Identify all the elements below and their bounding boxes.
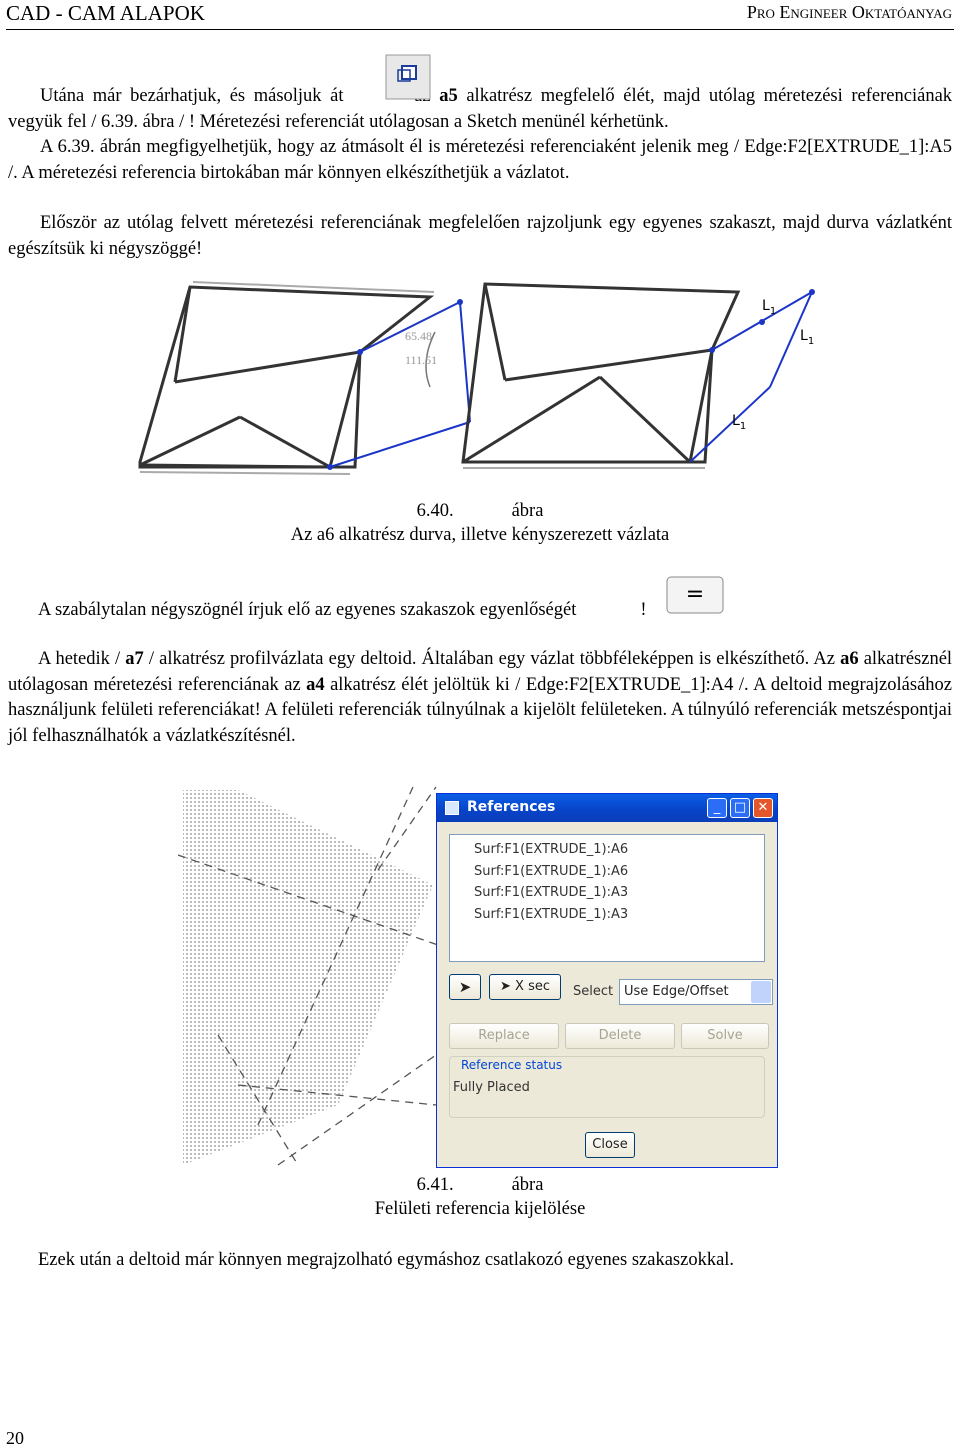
sketch-drawings [130, 272, 835, 482]
dim-111-51: 111.51 [405, 353, 438, 367]
figure-6-40-caption: Az a6 alkatrész durva, illetve kényszerezett vázlata [290, 525, 670, 545]
paragraph-2: A szabálytalan négyszögnél írjuk elő az egyenes szakaszok egyenlőségét ! [38, 600, 647, 620]
reference-item[interactable]: Surf:F1(EXTRUDE_1):A3 [474, 885, 629, 900]
dim-65-48: 65.48 [405, 329, 432, 343]
dialog-titlebar[interactable] [437, 794, 777, 822]
reference-status-value: Fully Placed [453, 1080, 530, 1095]
paragraph-1 [8, 84, 952, 135]
references-dialog [436, 793, 778, 1168]
para1-text-c: alkatrész megfelelő élét, majd utólag méretezési referenciának vegyük fel / 6.39. ábra / ! Méretezési referenciát utólagosan a Sketch menünél kérhetünk. [8, 86, 953, 132]
label-l1-top: $L_1$ [762, 298, 777, 317]
dialog-title: References [467, 799, 556, 815]
select-value: Use Edge/Offset [624, 984, 729, 999]
copy-icon [385, 54, 431, 100]
xsec-button[interactable] [489, 974, 561, 1000]
page-number: 20 [6, 1428, 24, 1448]
page-header [0, 0, 960, 30]
para2-text: A szabálytalan négyszögnél írjuk elő az egyenes szakaszok egyenlőségét [38, 600, 577, 620]
header-left-title: CAD - CAM ALAPOK [6, 1, 205, 25]
label-l1-bottom: $L_1$ [732, 413, 747, 432]
reference-item[interactable]: Surf:F1(EXTRUDE_1):A6 [474, 863, 629, 879]
reference-item[interactable]: Surf:F1(EXTRUDE_1):A6 [474, 842, 629, 857]
dialog-window-icon [445, 801, 459, 815]
paragraph-1b [8, 135, 952, 186]
reference-item[interactable]: Surf:F1(EXTRUDE_1):A3 [474, 906, 629, 922]
reference-list[interactable] [449, 834, 765, 962]
maximize-icon[interactable]: □ [730, 798, 750, 818]
figure-6-40 [130, 272, 835, 482]
label-l1-right: $L_1$ [800, 328, 815, 347]
reference-status-title: Reference status [461, 1058, 563, 1072]
figure-6-40-number: 6.40. ábra [416, 501, 544, 521]
solve-button[interactable]: Solve [681, 1023, 769, 1049]
pick-arrow-button[interactable] [449, 974, 481, 1000]
cursor-arrow-icon: ➤ [499, 979, 511, 994]
header-rule [6, 29, 954, 30]
select-label: Select [573, 984, 614, 999]
paragraph-3: A hetedik / a7 / alkatrész profilvázlata egy deltoid. Általában egy vázlat többféleképpen is elkészíthető. Az a6 alkatrésznél utólagosan méretezési referenciának az a4 alkatrész élét jelöltük ki / Edge:F2[EXTRUDE_1]:A4 /. A deltoid megrajzolásához használjunk felületi referenciákat! A felületi referenciák túlnyúlnak a kijelölt felületeken. A túlnyúló referenciák metszéspontjai jól felhasználhatók a vázlatkészítésnél. [8, 649, 953, 746]
xsec-label: X sec [515, 979, 550, 994]
figure-6-41-caption: Felületi referencia kijelölése [374, 1199, 586, 1219]
close-button[interactable]: Close [585, 1132, 635, 1158]
paragraph-1c [8, 211, 952, 262]
replace-button[interactable]: Replace [449, 1023, 559, 1049]
figure-6-41-number: 6.41. ábra [416, 1175, 544, 1195]
minimize-icon[interactable]: _ [707, 798, 727, 818]
select-dropdown[interactable] [619, 979, 773, 1005]
svg-text:=: = [685, 582, 705, 607]
para1-text-a: Utána már bezárhatjuk, és másoljuk át [40, 86, 344, 106]
close-x-icon[interactable]: ✕ [753, 798, 773, 818]
para1-bold-a5: a5 [439, 86, 458, 106]
paragraph-4: Ezek után a deltoid már könnyen megrajzolható egymáshoz csatlakozó egyenes szakaszokkal. [38, 1250, 735, 1270]
header-right-title: Pro Engineer Oktatóanyag [746, 2, 952, 22]
para1-text-e: Először az utólag felvett méretezési referenciának megfelelően rajzoljunk egy egyenes szakaszt, majd durva vázlatként egészítsük ki négyszöggé! [8, 213, 952, 259]
delete-button[interactable]: Delete [565, 1023, 675, 1049]
para1-text-d: A 6.39. ábrán megfigyelhetjük, hogy az átmásolt él is méretezési referenciaként jelenik meg / Edge:F2[EXTRUDE_1]:A5 /. A méretezési referencia birtokában már könnyen elkészíthetjük a vázlatot. [8, 137, 952, 183]
chevron-down-icon[interactable] [751, 981, 771, 1003]
equal-constraint-icon [666, 576, 724, 614]
cursor-arrow-icon: ➤ [458, 978, 472, 996]
